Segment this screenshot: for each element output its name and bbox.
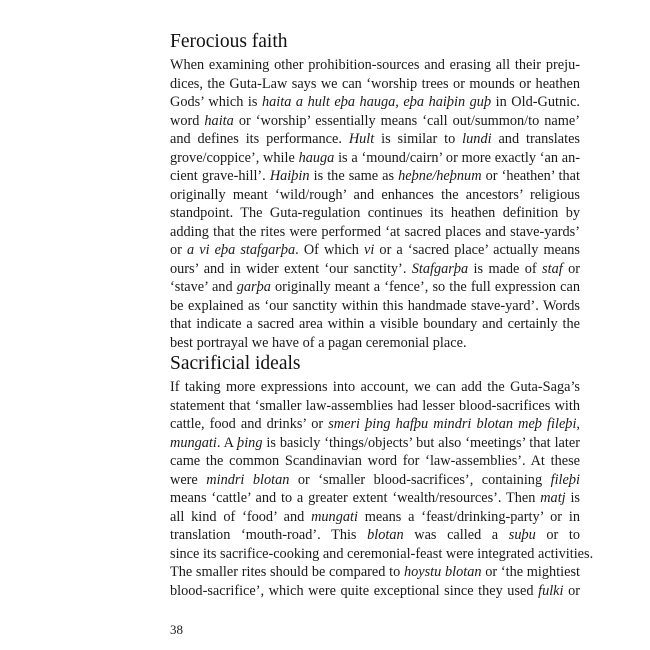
- text-run: or ‘worship’ essentially means ‘call out/summon/to name’: [233, 112, 580, 129]
- italic-term: lundi: [462, 131, 492, 147]
- page-number: 38: [170, 622, 183, 637]
- text-line: [170, 563, 580, 582]
- text-line: [170, 93, 580, 112]
- text-run: best portrayal we have of a pagan ceremonial place.: [170, 334, 467, 351]
- text-run: is: [565, 490, 580, 506]
- text-run: . Of which: [295, 242, 365, 258]
- text-line: [170, 167, 580, 186]
- text-line: [170, 334, 580, 353]
- italic-term: Hult: [348, 131, 375, 147]
- italic-term: Stafgarþa: [411, 260, 469, 277]
- text-run: blood-sacrifice’, which were quite exceptional since they used: [170, 582, 539, 599]
- text-run: or ‘smaller blood-sacrifices’, containing: [289, 471, 551, 488]
- text-run: since its sacrifice-cooking and ceremonial-feast were integrated activities.: [170, 545, 594, 562]
- italic-term: fulki: [538, 582, 564, 599]
- text-run: or a ‘sacred place’ actually means: [379, 242, 580, 258]
- text-run: . A: [216, 434, 238, 451]
- paragraph-ferocious-faith: [170, 56, 580, 352]
- italic-term: hoystu blotan: [403, 564, 482, 580]
- italic-term: mindri blotan: [206, 471, 290, 488]
- text-run: The smaller rites should be compared to: [170, 564, 404, 580]
- italic-term: fileþi: [550, 471, 580, 488]
- text-line: [170, 415, 580, 434]
- italic-term: garþa: [236, 279, 271, 295]
- text-line: [170, 75, 580, 94]
- text-run: If taking more expressions into account, we can add the Guta-Saga’s: [170, 379, 580, 395]
- text-run: or ‘the mightiest: [481, 564, 580, 580]
- text-run: standpoint. The Guta-regulation continues its heathen definition by: [170, 205, 580, 221]
- text-line: [170, 582, 580, 601]
- italic-term: haita: [204, 112, 234, 129]
- italic-term: hauga: [298, 149, 335, 166]
- text-line: [170, 149, 580, 168]
- text-run: adding that the rites were performed ‘at sacred places and stave-yards’: [170, 223, 580, 240]
- text-line: [170, 56, 580, 75]
- italic-term: vi: [364, 242, 375, 258]
- text-line: [170, 315, 580, 334]
- italic-term: blotan: [367, 527, 404, 543]
- text-line: [170, 397, 580, 416]
- text-run: was called a: [403, 527, 509, 543]
- text-line: [170, 112, 580, 131]
- text-line: [170, 489, 580, 508]
- text-run: or: [562, 260, 580, 277]
- text-run: is basicly ‘things/objects’ but also ‘meetings’ that later: [266, 434, 580, 451]
- text-run: came the common Scandinavian word for ‘law-assemblies’. At these: [170, 453, 580, 469]
- text-line: [170, 278, 580, 297]
- text-run: ‘stave’ and: [170, 279, 237, 295]
- text-run: and defines its performance.: [170, 131, 349, 147]
- text-line: [170, 260, 580, 279]
- text-run: or to: [546, 527, 580, 543]
- text-run: or: [563, 582, 580, 599]
- italic-term: a vi eþa stafgarþa: [187, 242, 296, 258]
- text-run: or ‘heathen’ that: [481, 168, 580, 184]
- text-line: [170, 526, 580, 545]
- text-line: [170, 297, 580, 316]
- text-run: means ‘cattle’ and to a greater extent ‘wealth/resources’. Then: [170, 490, 541, 506]
- italic-term: mungati: [311, 508, 358, 525]
- text-run: word: [170, 112, 205, 129]
- text-run: means a ‘feast/drinking-party’ or in: [364, 508, 580, 525]
- text-run: were: [170, 471, 207, 488]
- text-line: [170, 452, 580, 471]
- italic-term: suþu: [508, 527, 536, 543]
- italic-term: staf: [542, 260, 563, 277]
- text-run: dices, the Guta-Law says we can ‘worship trees or mounds or heathen: [170, 75, 580, 92]
- italic-term: Haiþin: [269, 168, 310, 184]
- text-run: and translates: [498, 131, 580, 147]
- text-line: [170, 186, 580, 205]
- text-run: be explained as ‘our sanctity within this handmade stave-yard’. Words: [170, 297, 580, 314]
- text-run: is similar to: [374, 131, 463, 147]
- text-run: originally meant a ‘fence’, so the full expression can: [270, 279, 580, 295]
- text-line: [170, 204, 580, 223]
- italic-term: þing: [237, 434, 263, 451]
- italic-term: matj: [540, 490, 566, 506]
- text-run: Gods’ which is: [170, 94, 262, 110]
- text-run: When examining other prohibition-sources and erasing all their preju-: [170, 57, 580, 73]
- paragraph-smaller-rites: [170, 563, 580, 600]
- text-run: cient grave-hill’.: [170, 168, 270, 184]
- text-run: is the same as: [309, 168, 399, 184]
- text-run: that indicate a sacred area within a visible boundary and certainly the: [170, 316, 580, 332]
- text-line: [170, 130, 580, 149]
- section-heading-ferocious-faith: Ferocious faith: [170, 31, 288, 52]
- paragraph-sacrificial-ideals: [170, 378, 594, 563]
- text-run: is a ‘mound/cairn’ or more exactly ‘an an-: [334, 149, 580, 166]
- italic-term: heþne/heþnum: [398, 168, 482, 184]
- text-run: cattle, food and drinks’ or: [170, 416, 329, 432]
- italic-term: smeri þing hafþu mindri blotan meþ fileþi,: [328, 416, 580, 432]
- text-line: [170, 223, 580, 242]
- text-line: [170, 471, 580, 490]
- text-line: [170, 508, 580, 527]
- italic-term: mungati: [170, 434, 217, 451]
- text-run: originally meant ‘wild/rough’ and enhances the ancestors’ religious: [170, 186, 580, 203]
- text-line: [170, 434, 580, 453]
- text-line: [170, 378, 580, 397]
- text-line: [170, 241, 580, 260]
- text-run: is made of: [468, 260, 543, 277]
- text-line: [170, 545, 594, 564]
- text-run: in Old-Gutnic.: [495, 94, 580, 110]
- italic-term: haita a hult eþa hauga, eþa haiþin guþ: [261, 94, 492, 110]
- text-run: ours’ and in wider extent ‘our sanctity’.: [170, 260, 412, 277]
- text-run: statement that ‘smaller law-assemblies had lesser blood-sacrifices with: [170, 397, 580, 414]
- text-run: translation ‘mouth-road’. This: [170, 527, 368, 543]
- text-run: all kind of ‘food’ and: [170, 508, 312, 525]
- text-run: or: [170, 242, 187, 258]
- text-run: grove/coppice’, while: [170, 149, 299, 166]
- section-heading-sacrificial-ideals: Sacrificial ideals: [170, 353, 301, 374]
